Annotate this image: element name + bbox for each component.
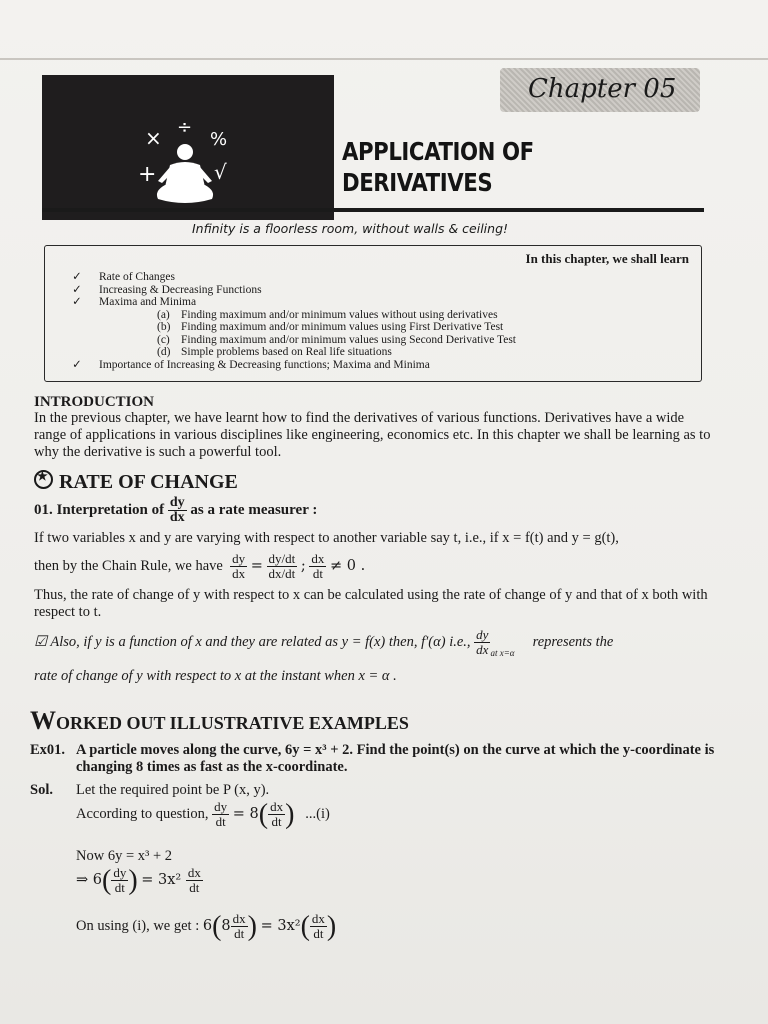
intro-heading: INTRODUCTION — [34, 394, 155, 410]
symbol-times: × — [145, 126, 162, 150]
check-icon: ✓ — [72, 271, 82, 283]
symbol-root: √ — [214, 160, 227, 184]
note-line-2: rate of change of y with respect to x at the instant when x = α . — [34, 668, 397, 684]
learn-heading: In this chapter, we shall learn — [525, 251, 689, 266]
checkbox-icon: ☑ — [34, 633, 47, 650]
chapter-quote: Infinity is a floorless room, without walls & ceiling! — [192, 221, 509, 236]
header-rule — [42, 208, 704, 212]
sol-line-1: Let the required point be P (x, y). — [76, 782, 270, 798]
star-bullet-icon — [34, 470, 53, 489]
learn-list — [55, 271, 516, 371]
chapter-title — [342, 136, 534, 198]
chapter-label: Chapter 05 — [528, 74, 677, 104]
sol-label: Sol. — [30, 782, 53, 798]
sol-according: According to question, $\frac{dy}{dt}$ = 8( $\frac{dx}{dt}$ ) ...(i) — [76, 799, 330, 830]
sol-derivative: ⇒ 6( $\frac{dy}{dt}$ ) = 3x² $\frac{dx}{dt}$ — [76, 865, 201, 896]
note-line: ☑ Also, if y is a function of x and they are related as y = f(x) then, f′(α) i.e., $\frac{dy}{dx}$ $_{at x=\alpha}$ represents the — [34, 627, 614, 658]
top-edge — [0, 58, 768, 60]
header-image — [42, 75, 334, 220]
learn-sub-item: (d) Simple problems based on Real life situations — [157, 346, 392, 358]
rate-subheading: 01. Interpretation of $\frac{dy}{dx}$ as a rate measurer : — [34, 495, 318, 525]
learn-item: ✓ Maxima and Minima — [55, 296, 516, 309]
rate-paragraph-3: Thus, the rate of change of y with respect to x can be calculated using the rate of change of y and that of x both with respect to t. — [34, 587, 708, 620]
symbol-plus: + — [138, 162, 157, 187]
intro-paragraph: In the previous chapter, we have learnt how to find the derivatives of various functions. Derivatives have a wide range of applications in various disciplines like engineering, economics etc. In this chapter we shall be learning as to why the derivative is such a powerful tool. — [34, 410, 711, 460]
rate-heading: ★RATE OF CHANGE — [34, 470, 238, 494]
learn-sub-item: (a) Finding maximum and/or minimum values without using derivatives — [157, 308, 498, 321]
learn-sub-item: (b) Finding maximum and/or minimum values using First Derivative Test — [157, 321, 504, 333]
sol-using: On using (i), we get : 6(8 $\frac{dx}{dt}$ ) = 3x²( $\frac{dx}{dt}$ ) — [76, 911, 337, 942]
symbol-percent: % — [210, 129, 228, 150]
learning-objectives-box — [44, 245, 702, 382]
learn-item: ✓ Importance of Increasing & Decreasing functions; Maxima and Minima — [55, 359, 516, 372]
rate-paragraph-1: If two variables x and y are varying with respect to another variable say t, i.e., if x = f(t) and y = g(t), — [34, 530, 619, 546]
learn-sub-item: (c) Finding maximum and/or minimum values using Second Derivative Test — [157, 333, 516, 346]
check-icon: ✓ — [72, 358, 82, 371]
chain-rule-line: then by the Chain Rule, we have $\frac{dy}{dx}$ = $\frac{dy/dt}{dx/dt}$ ; $\frac{dx}{dt}$ ≠ 0 . — [34, 551, 366, 581]
sol-now: Now 6y = x³ + 2 — [76, 848, 173, 864]
check-icon: ✓ — [72, 283, 82, 296]
worked-heading: WORKED OUT ILLUSTRATIVE EXAMPLES — [30, 706, 409, 735]
learn-item: ✓ Rate of Changes — [55, 271, 516, 284]
chapter-badge — [500, 68, 700, 112]
symbol-divide: ÷ — [177, 117, 193, 138]
title-line-1: APPLICATION OF — [342, 137, 534, 166]
title-line-2: DERIVATIVES — [342, 168, 493, 197]
learn-item: ✓ Increasing & Decreasing Functions — [55, 284, 516, 297]
meditation-figure-icon — [42, 75, 334, 220]
check-icon: ✓ — [72, 296, 82, 308]
example-1: Ex01. A particle moves along the curve, 6y = x³ + 2. Find the point(s) on the curve at which the y-coordinate is changing 8 times as fast as the x-coordinate. — [30, 742, 715, 775]
